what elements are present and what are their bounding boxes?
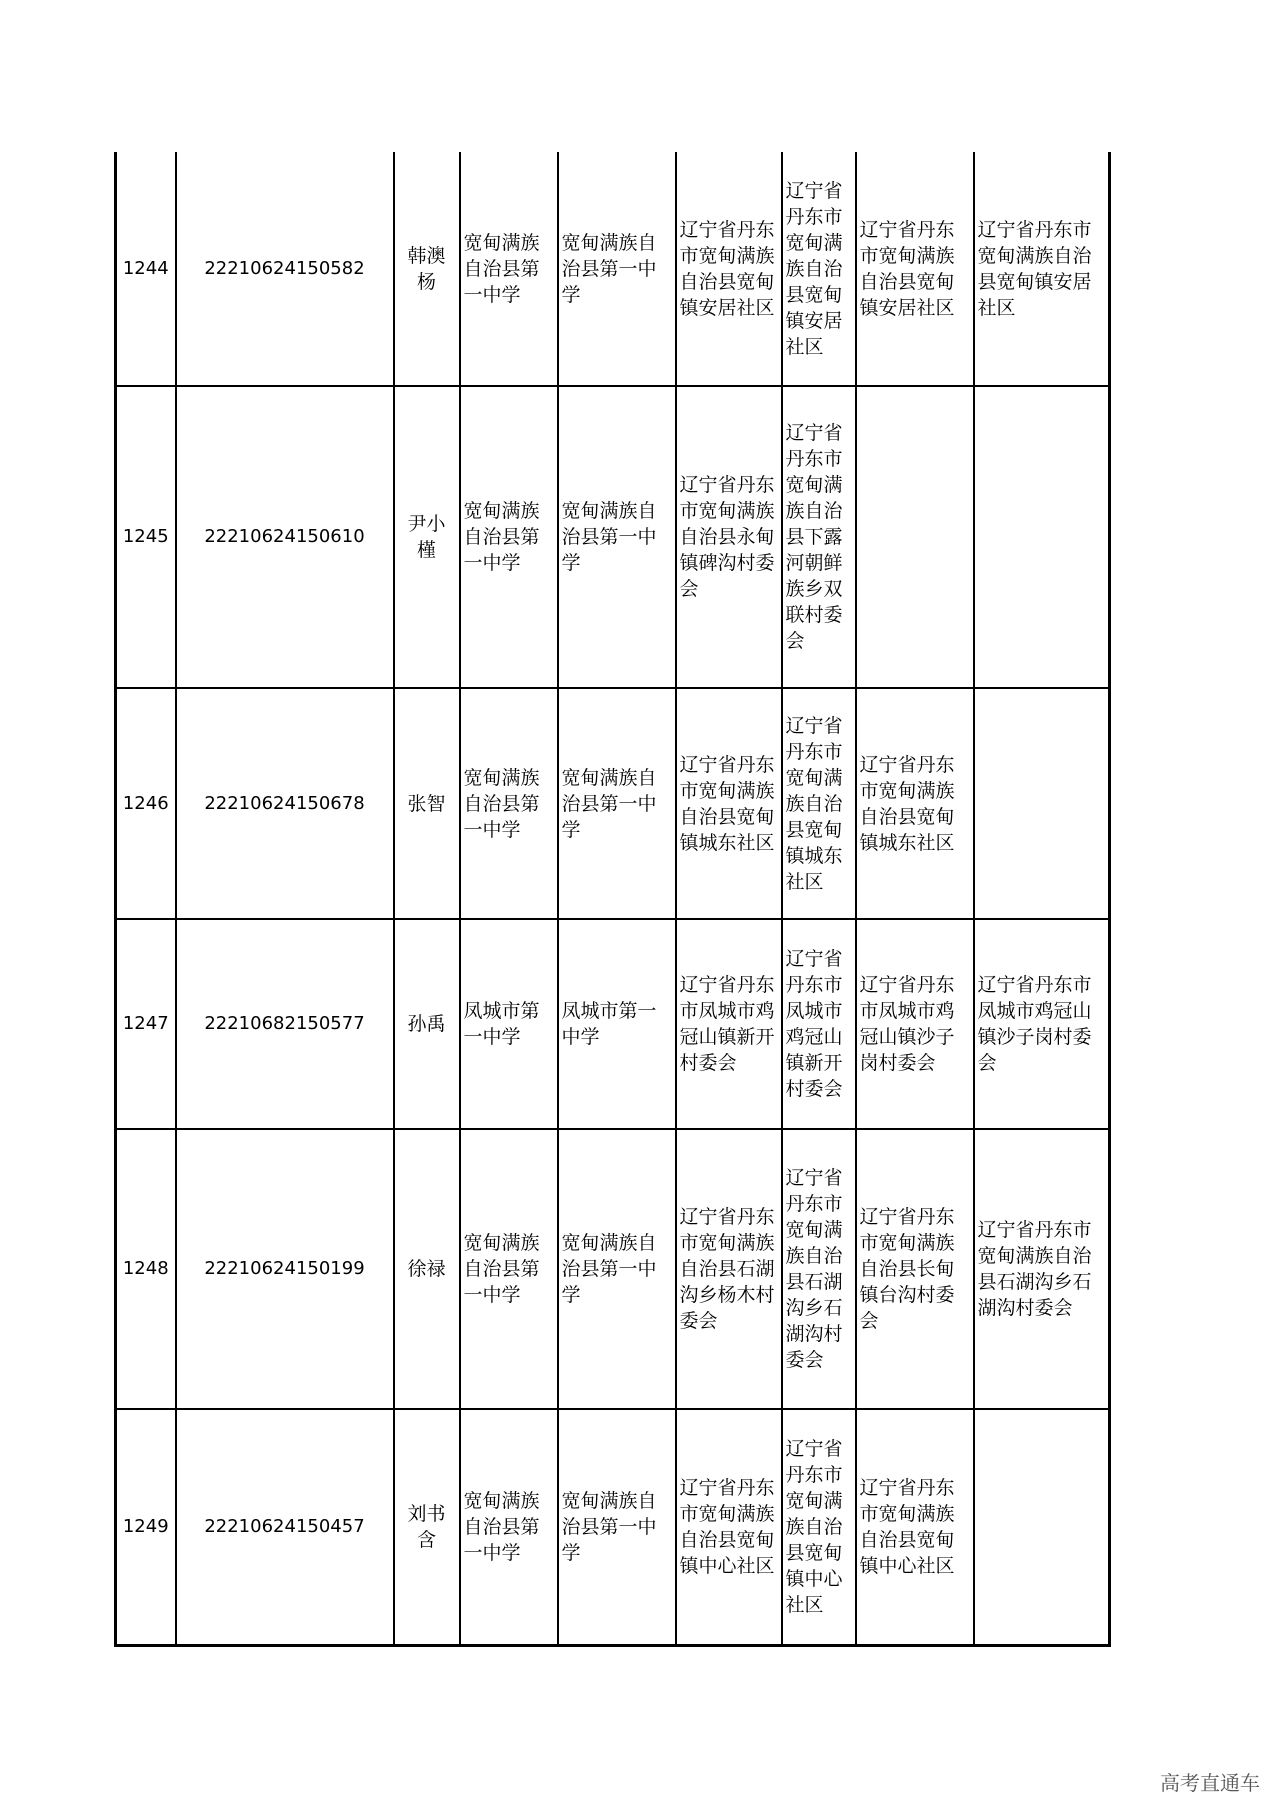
student-name: 刘书含 xyxy=(394,1409,460,1645)
exam-id: 22210682150577 xyxy=(176,919,394,1129)
row-number: 1249 xyxy=(116,1409,176,1645)
table-row xyxy=(116,386,1110,688)
row-number: 1248 xyxy=(116,1129,176,1409)
address-2: 辽宁省丹东市宽甸满族自治县下露河朝鲜族乡双联村委会 xyxy=(782,386,856,688)
exam-id: 22210624150457 xyxy=(176,1409,394,1645)
exam-id: 22210624150678 xyxy=(176,688,394,919)
address-4 xyxy=(974,386,1110,688)
school-registered: 宽甸满族自治县第一中学 xyxy=(558,152,676,386)
student-name: 韩澳杨 xyxy=(394,152,460,386)
table-row xyxy=(116,1409,1110,1645)
address-1: 辽宁省丹东市宽甸满族自治县宽甸镇安居社区 xyxy=(676,152,782,386)
student-name: 孙禹 xyxy=(394,919,460,1129)
student-name: 徐禄 xyxy=(394,1129,460,1409)
row-number: 1247 xyxy=(116,919,176,1129)
row-number: 1244 xyxy=(116,152,176,386)
address-4: 辽宁省丹东市宽甸满族自治县宽甸镇安居社区 xyxy=(974,152,1110,386)
address-4: 辽宁省丹东市宽甸满族自治县石湖沟乡石湖沟村委会 xyxy=(974,1129,1110,1409)
table-row xyxy=(116,688,1110,919)
exam-id: 22210624150610 xyxy=(176,386,394,688)
address-3 xyxy=(856,386,974,688)
school-registered: 宽甸满族自治县第一中学 xyxy=(558,688,676,919)
school: 宽甸满族自治县第一中学 xyxy=(460,152,558,386)
address-3: 辽宁省丹东市凤城市鸡冠山镇沙子岗村委会 xyxy=(856,919,974,1129)
address-1: 辽宁省丹东市宽甸满族自治县宽甸镇城东社区 xyxy=(676,688,782,919)
school-registered: 宽甸满族自治县第一中学 xyxy=(558,1129,676,1409)
address-2: 辽宁省丹东市宽甸满族自治县宽甸镇城东社区 xyxy=(782,688,856,919)
address-3: 辽宁省丹东市宽甸满族自治县宽甸镇安居社区 xyxy=(856,152,974,386)
address-4: 辽宁省丹东市凤城市鸡冠山镇沙子岗村委会 xyxy=(974,919,1110,1129)
student-name: 张智 xyxy=(394,688,460,919)
watermark: 高考直通车 xyxy=(1160,1771,1260,1795)
address-2: 辽宁省丹东市宽甸满族自治县石湖沟乡石湖沟村委会 xyxy=(782,1129,856,1409)
school: 凤城市第一中学 xyxy=(460,919,558,1129)
school: 宽甸满族自治县第一中学 xyxy=(460,688,558,919)
school: 宽甸满族自治县第一中学 xyxy=(460,1409,558,1645)
address-1: 辽宁省丹东市宽甸满族自治县石湖沟乡杨木村委会 xyxy=(676,1129,782,1409)
exam-id: 22210624150582 xyxy=(176,152,394,386)
student-name: 尹小槿 xyxy=(394,386,460,688)
records-table xyxy=(114,152,1111,1647)
school-registered: 宽甸满族自治县第一中学 xyxy=(558,1409,676,1645)
address-1: 辽宁省丹东市宽甸满族自治县宽甸镇中心社区 xyxy=(676,1409,782,1645)
school-registered: 宽甸满族自治县第一中学 xyxy=(558,386,676,688)
address-2: 辽宁省丹东市宽甸满族自治县宽甸镇安居社区 xyxy=(782,152,856,386)
table-row xyxy=(116,1129,1110,1409)
exam-id: 22210624150199 xyxy=(176,1129,394,1409)
address-2: 辽宁省丹东市凤城市鸡冠山镇新开村委会 xyxy=(782,919,856,1129)
address-4 xyxy=(974,1409,1110,1645)
row-number: 1246 xyxy=(116,688,176,919)
school: 宽甸满族自治县第一中学 xyxy=(460,1129,558,1409)
row-number: 1245 xyxy=(116,386,176,688)
address-3: 辽宁省丹东市宽甸满族自治县宽甸镇中心社区 xyxy=(856,1409,974,1645)
table-row xyxy=(116,152,1110,386)
address-2: 辽宁省丹东市宽甸满族自治县宽甸镇中心社区 xyxy=(782,1409,856,1645)
address-3: 辽宁省丹东市宽甸满族自治县宽甸镇城东社区 xyxy=(856,688,974,919)
school-registered: 凤城市第一中学 xyxy=(558,919,676,1129)
school: 宽甸满族自治县第一中学 xyxy=(460,386,558,688)
address-1: 辽宁省丹东市宽甸满族自治县永甸镇碑沟村委会 xyxy=(676,386,782,688)
address-4 xyxy=(974,688,1110,919)
table-row xyxy=(116,919,1110,1129)
address-3: 辽宁省丹东市宽甸满族自治县长甸镇台沟村委会 xyxy=(856,1129,974,1409)
address-1: 辽宁省丹东市凤城市鸡冠山镇新开村委会 xyxy=(676,919,782,1129)
